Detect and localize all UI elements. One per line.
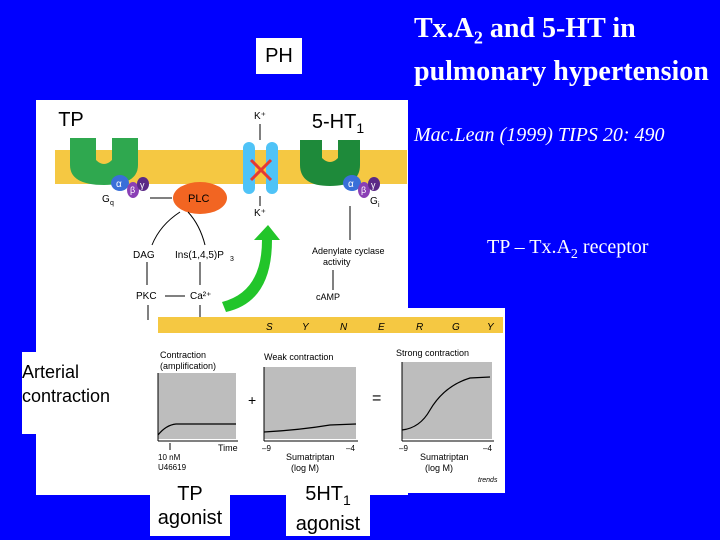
band-letter: N [340, 322, 348, 333]
ph-label: PH [256, 38, 302, 74]
panel2-xlabel-a: Sumatriptan [286, 452, 335, 462]
plc-label: PLC [188, 193, 210, 205]
pkc-label: PKC [136, 291, 157, 302]
beta-label-left: β [130, 185, 136, 195]
gamma-label-right: γ [371, 180, 376, 190]
panel2-title: Weak contraction [264, 352, 334, 362]
k-top-label: K⁺ [254, 111, 266, 122]
ip3-sub: 3 [230, 256, 234, 263]
adenylate-label: Adenylate cyclase [312, 246, 385, 256]
tp-agonist-label: TP agonist [150, 482, 230, 536]
panel1-dose-a: 10 nM [158, 453, 181, 462]
panel3-xlabel-b: (log M) [425, 463, 454, 473]
band-letter: E [378, 322, 385, 333]
alpha-label-left: α [116, 179, 122, 190]
panel2-xmin: –9 [262, 444, 271, 453]
panel3-xmin: –9 [399, 444, 408, 453]
gq-label: G [102, 194, 110, 205]
panel2-xlabel-b: (log M) [291, 463, 320, 473]
source-label: trends [478, 477, 498, 484]
gamma-label-left: γ [140, 180, 145, 190]
band-letter: R [416, 322, 424, 333]
activity-label: activity [323, 257, 351, 267]
panel1-title: Contraction [160, 350, 207, 360]
panel3-xlabel-a: Sumatriptan [420, 452, 469, 462]
ip3-label: Ins(1,4,5)P [175, 250, 224, 261]
panel1-dose-b: U46619 [158, 463, 187, 472]
band-letter: S [266, 322, 273, 333]
panel2-xmax: –4 [346, 444, 355, 453]
citation: Mac.Lean (1999) TIPS 20: 490 [414, 124, 665, 146]
gq-sub: q [110, 200, 114, 207]
beta-label-right: β [361, 185, 367, 195]
ht1-label: $5-HT_1$ [298, 104, 378, 140]
band-letter: G [452, 322, 460, 333]
channel-right [266, 142, 278, 194]
panel1-plot-area [158, 373, 236, 439]
camp-label: cAMP [316, 292, 341, 302]
ht1-agonist-label: $5HT_1$ agonist [286, 482, 370, 536]
equals-sign: = [372, 390, 382, 407]
tp-label: TP [44, 102, 98, 138]
alpha-label-right: α [348, 179, 354, 190]
channel-left [243, 142, 255, 194]
arterial-contraction-label: Arterial contraction [22, 352, 126, 434]
slide-title: $Tx.A_2$ and 5-HT in pulmonary hypertension [414, 13, 709, 87]
panel3-xmax: –4 [483, 444, 492, 453]
k-bottom-label: K⁺ [254, 208, 266, 219]
band-letter: Y [302, 322, 309, 333]
panel1-subtitle: (amplification) [160, 361, 217, 371]
panel3-title: Strong contraction [396, 348, 470, 358]
dag-label: DAG [133, 250, 155, 261]
receptor-note: TP – $Tx.A_2$ receptor [487, 236, 649, 262]
band-letter: Y [487, 322, 494, 333]
plus-sign: + [248, 392, 257, 408]
ca-label: Ca²⁺ [190, 291, 212, 302]
gi-sub: i [378, 202, 380, 209]
panel1-xlabel: Time [218, 443, 238, 453]
gi-label: G [370, 196, 378, 207]
panel3-plot-area [402, 362, 492, 439]
